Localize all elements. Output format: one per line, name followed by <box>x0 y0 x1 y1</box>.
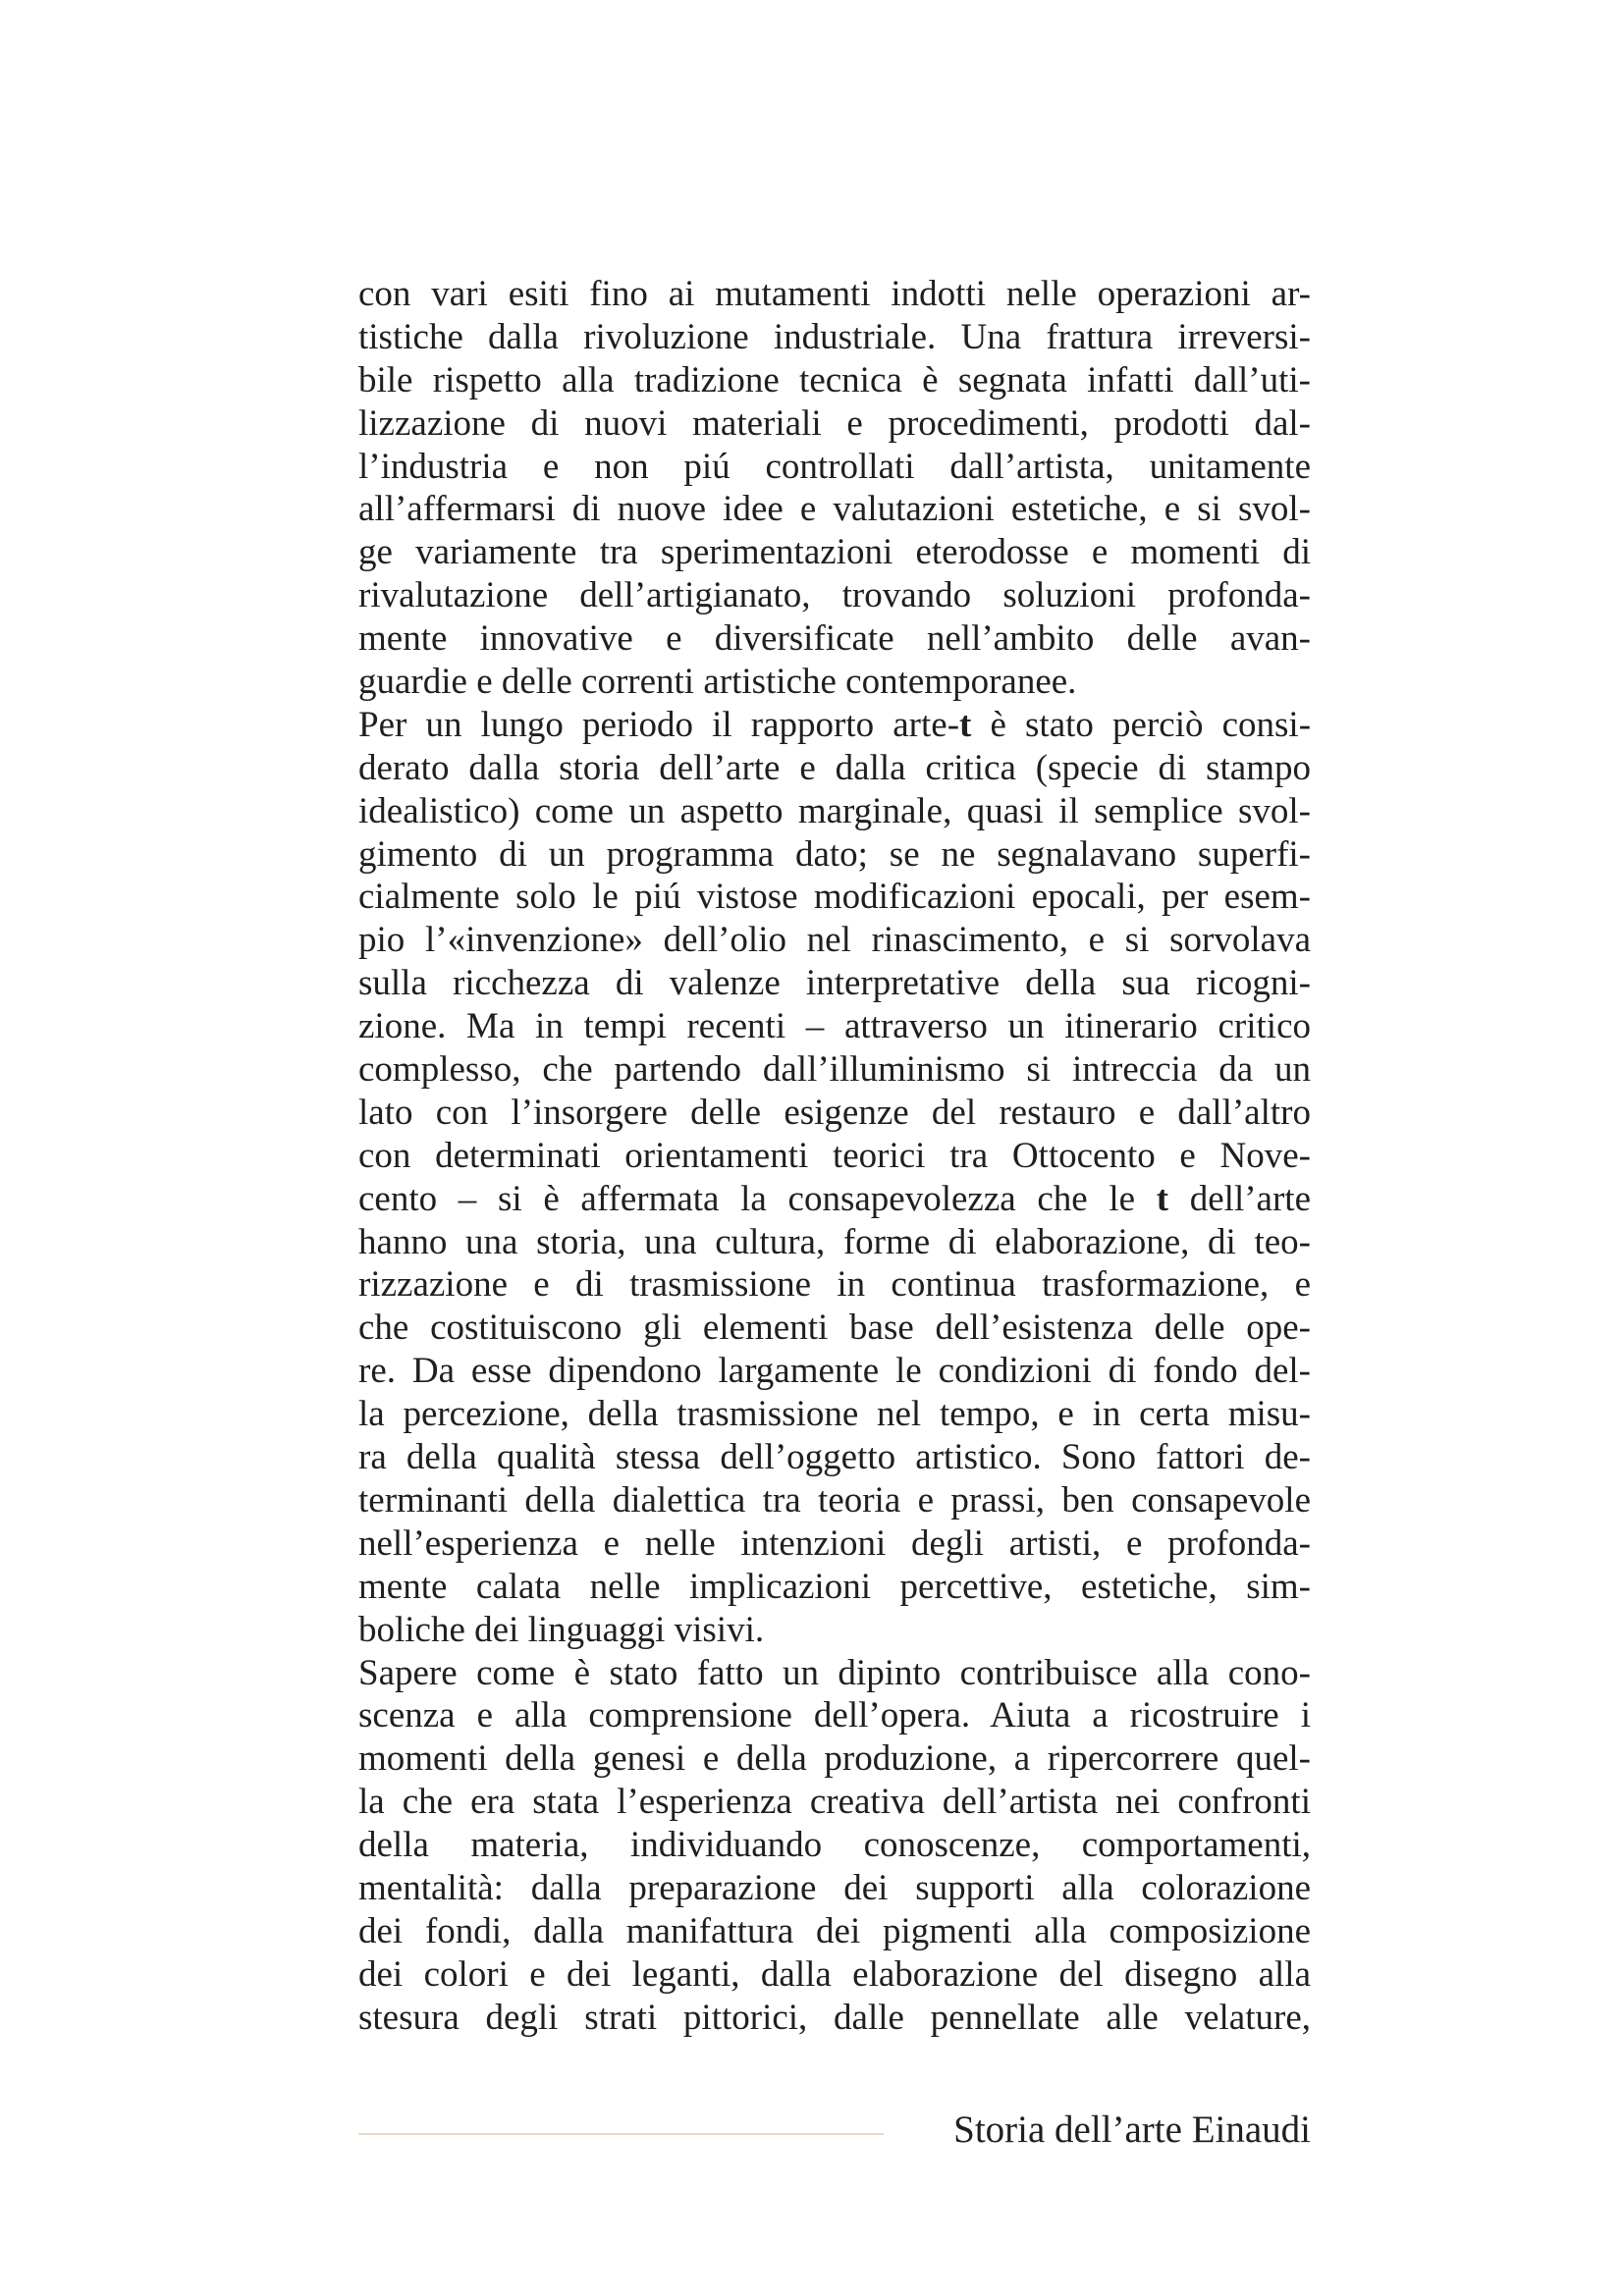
text-line: dei colori e dei leganti, dalla elaborazione del disegno alla <box>358 1953 1311 1995</box>
text-line: hanno una storia, una cultura, forme di elaborazione, di teo- <box>358 1221 1311 1262</box>
paragraph-1 <box>358 273 1311 704</box>
text-line: cento – si è affermata la consapevolezza che le t dell’arte <box>358 1178 1312 1219</box>
text-line: ra della qualità stessa dell’oggetto artistico. Sono fattori de- <box>358 1437 1311 1478</box>
abbr-t: t <box>959 704 972 745</box>
text-line: guardie e delle correnti artistiche contemporanee. <box>358 662 1077 703</box>
text-line: la percezione, della trasmissione nel tempo, e in certa misu- <box>358 1394 1311 1435</box>
text-line: Per un lungo periodo il rapporto arte-t è stato perciò consi- <box>358 704 1312 745</box>
text-line: boliche dei linguaggi visivi. <box>358 1609 765 1650</box>
paragraph-2 <box>358 704 1311 1652</box>
text-line: all’affermarsi di nuove idee e valutazioni estetiche, e si svol- <box>358 489 1311 530</box>
text-line: scenza e alla comprensione dell’opera. Aiuta a ricostruire i <box>358 1695 1311 1736</box>
text-line: terminanti della dialettica tra teoria e prassi, ben consapevole <box>358 1479 1311 1521</box>
paragraph-3 <box>358 1652 1311 2040</box>
text-line: sulla ricchezza di valenze interpretative della sua ricogni- <box>358 963 1311 1004</box>
text-line: re. Da esse dipendono largamente le condizioni di fondo del- <box>358 1351 1311 1392</box>
footer-title: Storia dell’arte Einaudi <box>953 2109 1311 2151</box>
text-line: tistiche dalla rivoluzione industriale. Una frattura irreversi- <box>358 316 1311 357</box>
text-line: la che era stata l’esperienza creativa dell’artista nei confronti <box>358 1782 1311 1823</box>
text-line: lizzazione di nuovi materiali e procedimenti, prodotti dal- <box>358 402 1311 444</box>
text-line: pio l’«invenzione» dell’olio nel rinascimento, e si sorvolava <box>358 920 1311 961</box>
text-line: cialmente solo le piú vistose modificazioni epocali, per esem- <box>358 877 1311 918</box>
abbr-t: t <box>1156 1178 1169 1219</box>
text-line: lato con l’insorgere delle esigenze del restauro e dall’altro <box>358 1092 1311 1133</box>
text-line: zione. Ma in tempi recenti – attraverso un itinerario critico <box>358 1006 1311 1047</box>
text-line: mente calata nelle implicazioni percettive, estetiche, sim- <box>358 1566 1311 1607</box>
text-line: che costituiscono gli elementi base dell’esistenza delle ope- <box>358 1308 1311 1349</box>
text-line: momenti della genesi e della produzione, a ripercorrere quel- <box>358 1738 1311 1780</box>
text-line: della materia, individuando conoscenze, comportamenti, <box>358 1825 1311 1866</box>
text-line: rivalutazione dell’artigianato, trovando soluzioni profonda- <box>358 575 1311 616</box>
text-line: con vari esiti fino ai mutamenti indotti nelle operazioni ar- <box>358 274 1311 314</box>
text-line: mentalità: dalla preparazione dei supporti alla colorazione <box>358 1867 1311 1908</box>
text-line: complesso, che partendo dall’illuminismo si intreccia da un <box>358 1049 1311 1091</box>
text-line: dei fondi, dalla manifattura dei pigmenti alla composizione <box>358 1910 1311 1951</box>
text-line: bile rispetto alla tradizione tecnica è segnata infatti dall’uti- <box>358 359 1311 400</box>
text-line: ge variamente tra sperimentazioni eterodosse e momenti di <box>358 532 1311 573</box>
text-line: con determinati orientamenti teorici tra Ottocento e Nove- <box>358 1135 1311 1176</box>
text-line: rizzazione e di trasmissione in continua trasformazione, e <box>358 1264 1311 1306</box>
text-line: gimento di un programma dato; se ne segnalavano superfi- <box>358 833 1311 875</box>
text-line: mente innovative e diversificate nell’ambito delle avan- <box>358 618 1311 660</box>
text-line: derato dalla storia dell’arte e dalla critica (specie di stampo <box>358 747 1311 788</box>
text-line: nell’esperienza e nelle intenzioni degli artisti, e profonda- <box>358 1522 1311 1564</box>
text-line: idealistico) come un aspetto marginale, quasi il semplice svol- <box>358 790 1311 831</box>
text-line: stesura degli strati pittorici, dalle pennellate alle velature, <box>358 1997 1311 2038</box>
footer-divider <box>358 2133 884 2135</box>
text-line: Sapere come è stato fatto un dipinto contribuisce alla cono- <box>358 1652 1311 1693</box>
body-text <box>358 273 1311 2040</box>
text-line: l’industria e non piú controllati dall’artista, unitamente <box>358 446 1311 487</box>
